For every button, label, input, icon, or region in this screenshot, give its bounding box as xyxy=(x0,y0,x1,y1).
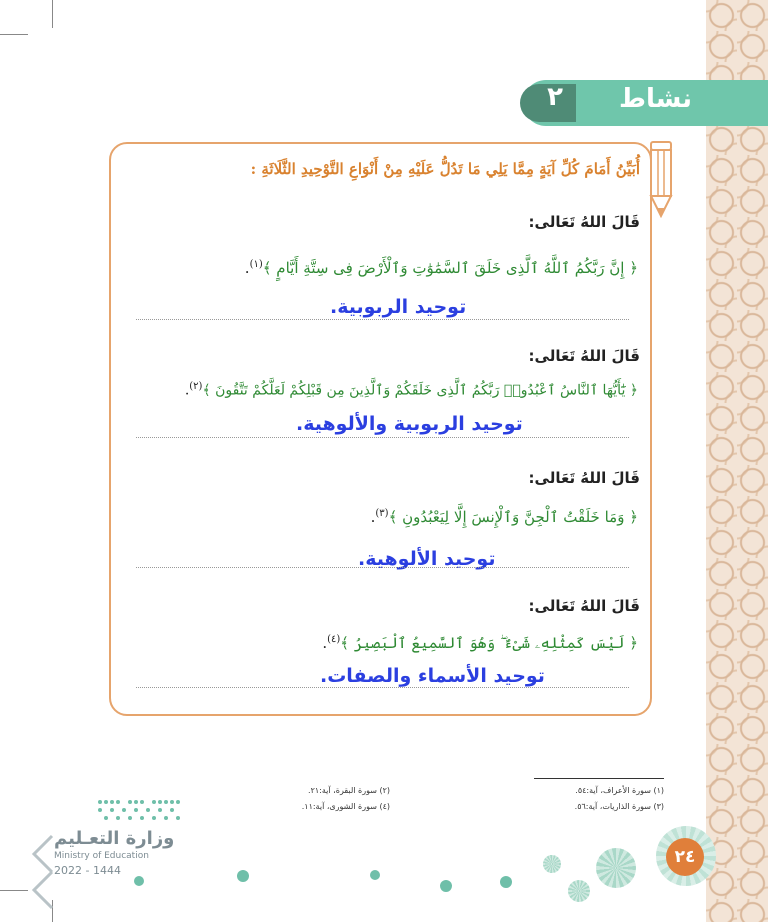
quran-verse: ﴿ إِنَّ رَبَّكُمُ ٱللَّهُ ٱلَّذِى خَلَقَ ٱلسَّمَٰوَٰتِ وَٱلْأَرْضَ فِى سِتَّةِ أَيَّامٍ ﴾$^{(١)}$. xyxy=(244,259,638,277)
verse-text: ﴿ يَٰٓأَيُّهَا ٱلنَّاسُ ٱعْبُدُوا۟ رَبَّكُمُ ٱلَّذِى خَلَقَكُمْ وَٱلَّذِينَ مِن قَبْلِكُمْ لَعَلَّكُمْ تَتَّقُونَ ﴾ xyxy=(202,382,638,399)
page-number: ٢٤ xyxy=(666,838,704,876)
ministry-name-ar: وزارة التعـليم xyxy=(54,828,175,849)
answer-line xyxy=(136,567,629,568)
answer-text: توحيد الأسماء والصفات. xyxy=(320,665,545,687)
answer-line xyxy=(136,687,629,688)
footnote-ref: (٣) xyxy=(375,508,389,519)
decorative-dot xyxy=(440,880,452,892)
decorative-dot xyxy=(370,870,380,880)
answer-text: توحيد الربوبية والألوهية. xyxy=(296,413,523,435)
answer-text: توحيد الألوهية. xyxy=(358,548,496,570)
pencil-icon xyxy=(648,140,674,218)
activity-label: نشاط xyxy=(619,84,692,114)
verse-text: ﴿ إِنَّ رَبَّكُمُ ٱللَّهُ ٱلَّذِى خَلَقَ ٱلسَّمَٰوَٰتِ وَٱلْأَرْضَ فِى سِتَّةِ أَيَّامٍ ﴾ xyxy=(262,259,638,277)
verse-intro: قَالَ اللهُ تَعَالى: xyxy=(528,347,640,365)
answer-line xyxy=(136,437,629,438)
footnote-rule xyxy=(534,778,664,779)
ministry-logo-shape xyxy=(22,832,62,912)
footnote: (٢) سورة البقرة، آية:٢١. xyxy=(308,786,390,795)
footnote-ref: (١) xyxy=(249,259,263,270)
crop-mark xyxy=(0,34,28,35)
verse-text: ﴿ لَيْسَ كَمِثْلِهِۦ شَىْءٌ ۖ وَهُوَ ٱلسَّمِيعُ ٱلْبَصِيرُ ﴾ xyxy=(340,634,638,652)
decorative-dot xyxy=(134,876,144,886)
answer-text: توحيد الربوبية. xyxy=(330,296,467,318)
footnote-ref: (٤) xyxy=(327,634,341,645)
crop-mark xyxy=(52,0,53,28)
ministry-name-en: Ministry of Education xyxy=(54,851,149,861)
footnote: (٣) سورة الذاريات، آية:٥٦. xyxy=(574,802,664,811)
decorative-dot xyxy=(500,876,512,888)
decorative-flower xyxy=(543,855,561,873)
ministry-logo-dots xyxy=(96,796,182,826)
decorative-dot xyxy=(237,870,249,882)
footnote-ref: (٢) xyxy=(189,381,203,392)
decorative-flower xyxy=(568,880,590,902)
footnote: (٤) سورة الشورى، آية:١١. xyxy=(301,802,390,811)
answer-line xyxy=(136,319,629,320)
quran-verse: ﴿ وَمَا خَلَقْتُ ٱلْجِنَّ وَٱلْإِنسَ إِلَّا لِيَعْبُدُونِ ﴾$^{(٣)}$. xyxy=(370,508,638,526)
footnote: (١) سورة الأعراف، آية:٥٤. xyxy=(575,786,664,795)
verse-intro: قَالَ اللهُ تَعَالى: xyxy=(528,597,640,615)
decorative-flower xyxy=(596,848,636,888)
verse-text: ﴿ وَمَا خَلَقْتُ ٱلْجِنَّ وَٱلْإِنسَ إِلَّا لِيَعْبُدُونِ ﴾ xyxy=(388,508,638,526)
instruction-text: أُبَيِّنُ أَمَامَ كُلِّ آيَةٍ مِمَّا يَلِي مَا تَدُلُّ عَلَيْهِ مِنْ أَنْوَاعِ التَّوْحِيدِ الثَّلَاثَةِ : xyxy=(250,160,640,178)
quran-verse: ﴿ يَٰٓأَيُّهَا ٱلنَّاسُ ٱعْبُدُوا۟ رَبَّكُمُ ٱلَّذِى خَلَقَكُمْ وَٱلَّذِينَ مِن قَبْلِكُمْ لَعَلَّكُمْ تَتَّقُونَ ﴾$^{(٢)}$. xyxy=(184,381,638,399)
decorative-pattern-strip xyxy=(706,0,768,922)
quran-verse: ﴿ لَيْسَ كَمِثْلِهِۦ شَىْءٌ ۖ وَهُوَ ٱلسَّمِيعُ ٱلْبَصِيرُ ﴾$^{(٤)}$. xyxy=(322,634,638,652)
verse-intro: قَالَ اللهُ تَعَالى: xyxy=(528,469,640,487)
ministry-year: 2022 - 1444 xyxy=(54,864,121,877)
verse-intro: قَالَ اللهُ تَعَالى: xyxy=(528,213,640,231)
activity-number: ٢ xyxy=(547,82,563,112)
